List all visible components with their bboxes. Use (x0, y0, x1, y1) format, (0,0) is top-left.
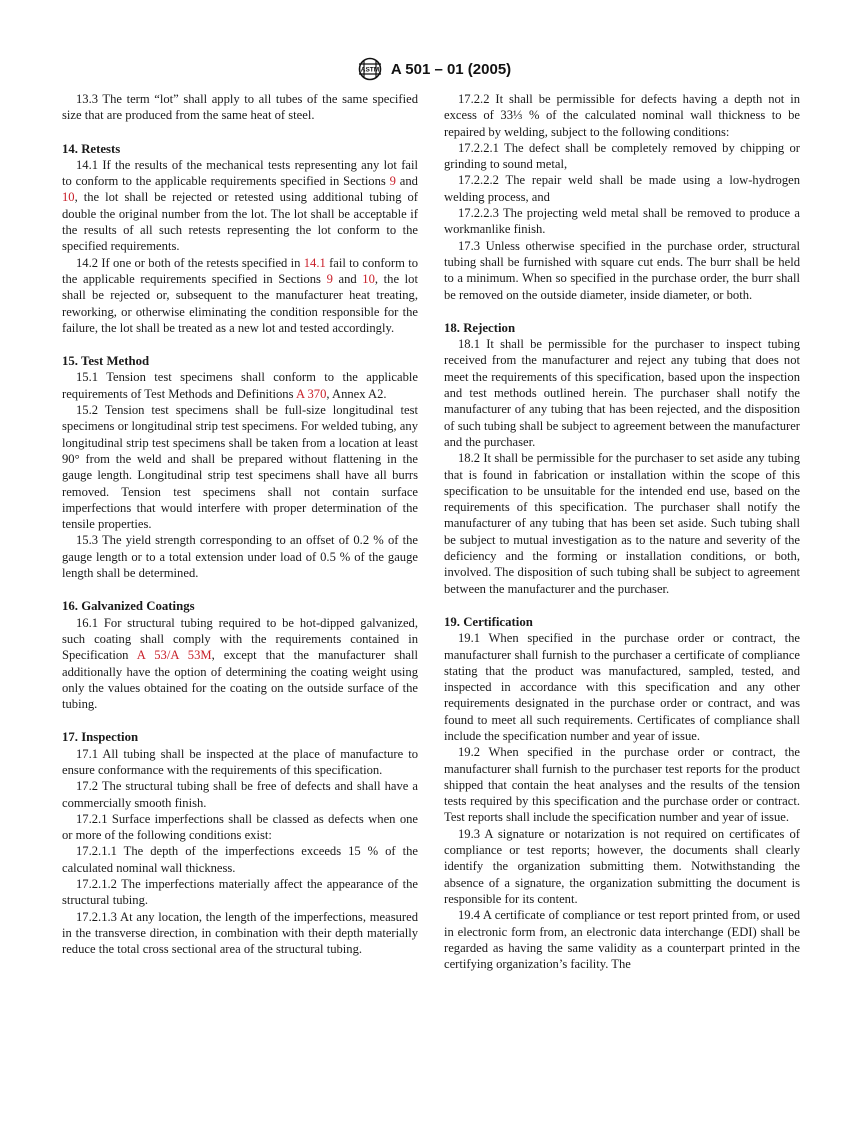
paragraph-17-3: 17.3 Unless otherwise specified in the purchase order, structural tubing shall be furnished with square cut ends. The burr shall be held to a minimum. When so specified in the purchase order, the burr shall be removed on the outside diameter, inside diameter, or both. (444, 238, 800, 302)
paragraph-17-2-1-3: 17.2.1.3 At any location, the length of the imperfections, measured in the transverse direction, in combination with their depth materially reduce the total cross sectional area of the structural tubing. (62, 909, 418, 957)
paragraph-15-1: 15.1 Tension test specimens shall conform to the applicable requirements of Test Methods and Definitions A 370, Annex A2. (62, 370, 418, 401)
section-14-heading: 14. Retests (62, 141, 121, 156)
section-17-heading: 17. Inspection (62, 730, 139, 745)
paragraph-14-2: 14.2 If one or both of the retests specified in 14.1 fail to conform to the applicable requirements specified in Sections 9 and 10, the lot shall be rejected or, subsequent to the manufacturer heat treating, reworking, or otherwise eliminating the condition responsible for the failure, the lot shall be treated as a new lot and tested accordingly. (62, 255, 418, 335)
paragraph-17-2-2-3: 17.2.2.3 The projecting weld metal shall be removed to produce a workmanlike finish. (444, 206, 800, 237)
xref-section-9[interactable]: 9 (389, 174, 396, 189)
paragraph-19-4: 19.4 A certificate of compliance or test report printed from, or used in electronic form from, an electronic data interchange (EDI) shall be regarded as having the same validity as a counterpart printed in the certifying organization’s facility. The (444, 908, 800, 972)
paragraph-17-2-1-1: 17.2.1.1 The depth of the imperfections exceeds 15 % of the calculated nominal wall thickness. (62, 844, 418, 875)
astm-logo-text: ASTM (360, 66, 380, 74)
paragraph-17-2-1: 17.2.1 Surface imperfections shall be classed as defects when one or more of the following conditions exist: (62, 811, 418, 843)
paragraph-18-2: 18.2 It shall be permissible for the purchaser to set aside any tubing that is found in fabrication or installation within the scope of this specification to be unsuitable for the intended end use, based on the requirements of this specification. The purchaser shall notify the manufacturer of any tubing that has been set aside. Such tubing shall be subject to mutual investigation as to the nature and severity of the deficiency and the forming or installation conditions, or both, involved. The disposition of such tubing shall be subject to agreement between the manufacturer and the purchaser. (444, 451, 800, 596)
xref-section-10[interactable]: 10 (362, 271, 375, 286)
paragraph-15-3: 15.3 The yield strength corresponding to an offset of 0.2 % of the gauge length or to a total extension under load of 0.5 % of the gauge length shall be determined. (62, 533, 418, 581)
paragraph-13-3: 13.3 The term “lot” shall apply to all tubes of the same specified size that are produced from the same heat of steel. (62, 92, 418, 123)
section-18-heading: 18. Rejection (444, 320, 516, 335)
paragraph-17-2-2-2: 17.2.2.2 The repair weld shall be made using a low-hydrogen welding process, and (444, 173, 800, 204)
paragraph-17-2: 17.2 The structural tubing shall be free of defects and shall have a commercially smooth finish. (62, 779, 418, 810)
paragraph-17-1: 17.1 All tubing shall be inspected at the place of manufacture to ensure conformance with the requirements of this specification. (62, 746, 418, 777)
xref-a370[interactable]: A 370 (295, 386, 327, 401)
section-19-heading: 19. Certification (444, 614, 533, 629)
document-designation: A 501 – 01 (2005) (390, 60, 512, 78)
paragraph-17-2-2: 17.2.2 It shall be permissible for defects having a depth not in excess of 33⅓ % of the calculated nominal wall thickness to be repaired by welding, subject to the following conditions: (444, 92, 800, 139)
right-column (444, 91, 800, 972)
paragraph-19-1: 19.1 When specified in the purchase order or contract, the manufacturer shall furnish to the purchaser a certificate of compliance stating that the product was manufactured, sampled, tested, and inspected in accordance with this specification and any other requirements designated in the purchase order or contract, and was found to meet all such requirements. Certificates of compliance shall include the specification number and year of issue. (444, 631, 800, 743)
paragraph-19-3: 19.3 A signature or notarization is not required on certificates of compliance or test reports; however, the documents shall clearly identify the organization submitting them. Notwithstanding the absence of a signature, the organization submitting the document is responsible for its content. (444, 826, 800, 906)
paragraph-16-1: 16.1 For structural tubing required to be hot-dipped galvanized, such coating shall comply with the requirements contained in Specification A 53/A 53M, except that the manufacturer shall additionally have the option of determining the coating weight using only the values obtained for the coating on the outside surface of the tubing. (62, 615, 418, 712)
astm-logo-icon (355, 57, 385, 81)
xref-section-10[interactable]: 10 (62, 190, 75, 205)
page-header (0, 57, 866, 81)
paragraph-18-1: 18.1 It shall be permissible for the purchaser to inspect tubing received from the manufacturer and reject any tubing that does not meet the requirements of this specification, based upon the inspection and test methods outlined herein. The purchaser shall notify the manufacturer of any tubing that has been rejected, and the disposition of such tubing shall be subject to agreement between the manufacturer and the purchaser. (444, 337, 800, 449)
xref-section-9[interactable]: 9 (326, 271, 333, 286)
paragraph-17-2-2-1: 17.2.2.1 The defect shall be completely removed by chipping or grinding to sound metal, (444, 140, 800, 172)
paragraph-14-1: 14.1 If the results of the mechanical tests representing any lot fail to conform to the applicable requirements specified in Sections 9 and 10, the lot shall be rejected or retested using additional tubing of double the original number from the lot. The lot shall be acceptable if the results of all such retests representing the lot conform to the specified requirements. (62, 157, 418, 254)
xref-a53[interactable]: A 53/A 53M (136, 648, 212, 663)
paragraph-15-2: 15.2 Tension test specimens shall be full-size longitudinal test specimens or longitudinal strip test specimens. For welded tubing, any longitudinal strip test specimens shall be taken from a location at least 90° from the weld and shall be prepared without flattening in the gauge length. Longitudinal strip test specimens shall have all burrs removed. Tension test specimens shall not contain surface imperfections that would interfere with proper determination of the tensile properties. (62, 403, 418, 532)
paragraph-19-2: 19.2 When specified in the purchase order or contract, the manufacturer shall furnish to the purchaser test reports for the product shipped that contain the heat analyses and the results of the tension tests required by this specification and the purchase order or contract. Test reports shall include the specification number and year of issue. (444, 745, 800, 825)
left-column (62, 91, 418, 958)
paragraph-17-2-1-2: 17.2.1.2 The imperfections materially affect the appearance of the structural tubing. (62, 877, 418, 908)
section-16-heading: 16. Galvanized Coatings (62, 599, 195, 614)
section-15-heading: 15. Test Method (62, 354, 150, 369)
xref-14-1[interactable]: 14.1 (303, 255, 326, 270)
